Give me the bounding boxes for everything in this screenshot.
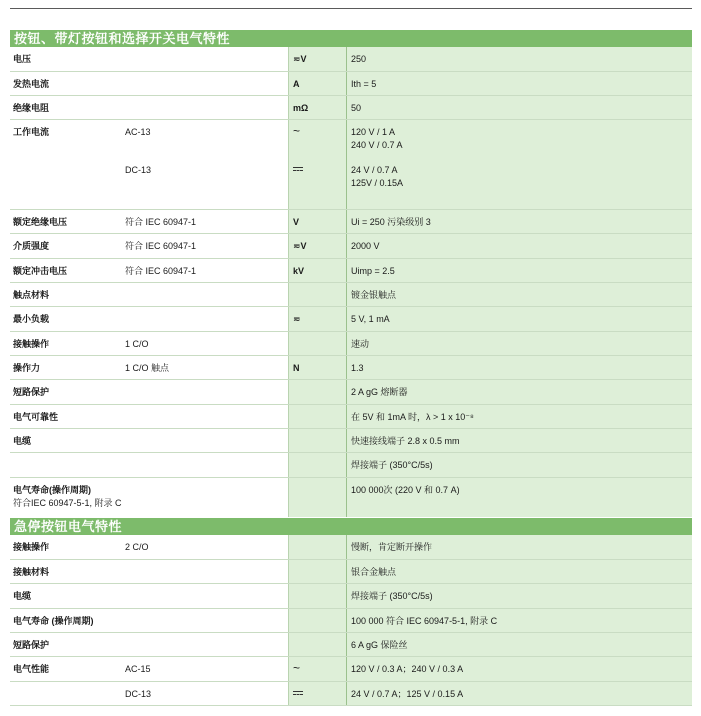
row-unit (288, 584, 346, 608)
table-row (10, 158, 692, 210)
row-unit: V (288, 210, 346, 233)
table-row (10, 633, 692, 657)
row-label (10, 453, 122, 477)
row-label (10, 158, 122, 209)
row-label: 额定绝缘电压 (13, 217, 68, 227)
row-unit: N (288, 356, 346, 379)
row-value: 5 V, 1 mA (346, 307, 692, 331)
table-row (10, 259, 692, 283)
row-sub: 2 C/O (125, 542, 149, 552)
row-unit (288, 609, 346, 632)
row-unit (288, 380, 346, 404)
table-row (10, 657, 692, 682)
row-sub: AC-13 (125, 127, 151, 137)
row-value: Ui = 250 污染级别 3 (346, 210, 692, 233)
row-sub: DC-13 (125, 165, 152, 175)
row-label: 接触操作 (13, 542, 50, 552)
row-sub: 符合 IEC 60947-1 (125, 217, 197, 227)
row-label: 电压 (13, 54, 32, 64)
row-sub (122, 584, 288, 608)
row-label: 电气可靠性 (13, 412, 59, 422)
table-row (10, 120, 692, 158)
row-label: 最小负载 (13, 314, 50, 324)
dc-icon (288, 682, 346, 705)
row-value: 在 5V 和 1mA 时，λ > 1 x 10⁻⁸ (346, 405, 692, 428)
table-row (10, 283, 692, 307)
row-value: 1.3 (346, 356, 692, 379)
top-rule (10, 8, 692, 9)
row-value: 120 V / 1 A 240 V / 0.7 A (346, 120, 692, 158)
row-value: 120 V / 0.3 A；240 V / 0.3 A (346, 657, 692, 681)
row-value: 快速接线端子 2.8 x 0.5 mm (346, 429, 692, 452)
row-value: Ith = 5 (346, 72, 692, 95)
row-value: 焊接端子 (350°C/5s) (346, 453, 692, 477)
row-value: 6 A gG 保险丝 (346, 633, 692, 656)
row-unit: kV (288, 259, 346, 282)
row-unit: A (288, 72, 346, 95)
row-value: 银合金触点 (346, 560, 692, 583)
table-row (10, 47, 692, 72)
row-sub: 1 C/O 触点 (125, 363, 170, 373)
row-label: 操作力 (13, 363, 41, 373)
row-label: 触点材料 (13, 290, 50, 300)
ac-icon: ~ (288, 657, 346, 681)
row-sub (122, 560, 288, 583)
row-unit: ≂V (288, 47, 346, 71)
row-unit (288, 535, 346, 559)
row-unit (288, 429, 346, 452)
row-value: Uimp = 2.5 (346, 259, 692, 282)
row-label: 短路保护 (13, 387, 50, 397)
row-label (10, 682, 122, 705)
table-row (10, 478, 692, 517)
row-unit (288, 405, 346, 428)
row-unit (288, 633, 346, 656)
row-label: 短路保护 (13, 640, 50, 650)
table-row (10, 234, 692, 259)
row-unit: mΩ (288, 96, 346, 119)
row-label: 电气性能 (13, 664, 50, 674)
row-label: 接触材料 (13, 567, 50, 577)
row-sub (122, 380, 288, 404)
row-label: 绝缘电阻 (13, 103, 50, 113)
row-label: 电气寿命(操作周期) 符合IEC 60947-5-1, 附录 C (13, 485, 122, 508)
table-row (10, 356, 692, 380)
row-value: 24 V / 0.7 A；125 V / 0.15 A (346, 682, 692, 705)
table-row (10, 72, 692, 96)
row-value: 焊接端子 (350°C/5s) (346, 584, 692, 608)
row-value: 2 A gG 熔断器 (346, 380, 692, 404)
row-sub: 符合 IEC 60947-1 (125, 241, 197, 251)
row-sub (122, 47, 288, 71)
row-sub (122, 405, 288, 428)
row-unit (288, 332, 346, 355)
row-unit (288, 478, 346, 517)
table-row (10, 380, 692, 405)
row-unit: ≂ (288, 307, 346, 331)
table-row (10, 560, 692, 584)
row-value: 100 000次 (220 V 和 0.7 A) (346, 478, 692, 517)
row-value: 24 V / 0.7 A 125V / 0.15A (346, 158, 692, 209)
table-row (10, 405, 692, 429)
row-unit (288, 283, 346, 306)
row-unit (288, 453, 346, 477)
row-sub (122, 283, 288, 306)
row-unit: ≂V (288, 234, 346, 258)
table-row (10, 535, 692, 560)
row-label: 介质强度 (13, 241, 50, 251)
table-row (10, 609, 692, 633)
row-value: 100 000 符合 IEC 60947-5-1, 附录 C (346, 609, 692, 632)
row-sub (122, 72, 288, 95)
ac-icon: ~ (288, 120, 346, 158)
row-unit (288, 560, 346, 583)
table-row (10, 96, 692, 120)
row-sub: AC-15 (125, 664, 151, 674)
table-row (10, 307, 692, 332)
row-label: 工作电流 (13, 127, 50, 137)
table-row (10, 332, 692, 356)
dc-icon (288, 158, 346, 209)
section-header-emergency-stop: 急停按钮电气特性 (10, 518, 692, 535)
table-row (10, 210, 692, 234)
row-value: 镀金银触点 (346, 283, 692, 306)
row-label: 发热电流 (13, 79, 50, 89)
row-value: 250 (346, 47, 692, 71)
table-row (10, 429, 692, 453)
row-sub (122, 307, 288, 331)
row-value: 2000 V (346, 234, 692, 258)
row-sub (122, 429, 288, 452)
row-sub (122, 96, 288, 119)
row-value: 50 (346, 96, 692, 119)
row-value: 慢断，肯定断开操作 (346, 535, 692, 559)
emergency-stop-specs-table (10, 535, 692, 706)
row-label: 额定冲击电压 (13, 266, 68, 276)
row-label: 电缆 (13, 591, 32, 601)
row-sub: 符合 IEC 60947-1 (125, 266, 197, 276)
pushbutton-specs-table (10, 47, 692, 517)
table-row (10, 682, 692, 706)
row-label: 接触操作 (13, 339, 50, 349)
row-sub: DC-13 (125, 689, 152, 699)
section-header-pushbutton: 按钮、带灯按钮和选择开关电气特性 (10, 30, 692, 47)
row-sub (122, 633, 288, 656)
row-label: 电缆 (13, 436, 32, 446)
table-row (10, 453, 692, 478)
row-label: 电气寿命 (操作周期) (13, 616, 94, 626)
row-value: 速动 (346, 332, 692, 355)
table-row (10, 584, 692, 609)
row-sub: 1 C/O (125, 339, 149, 349)
row-sub (122, 453, 288, 477)
